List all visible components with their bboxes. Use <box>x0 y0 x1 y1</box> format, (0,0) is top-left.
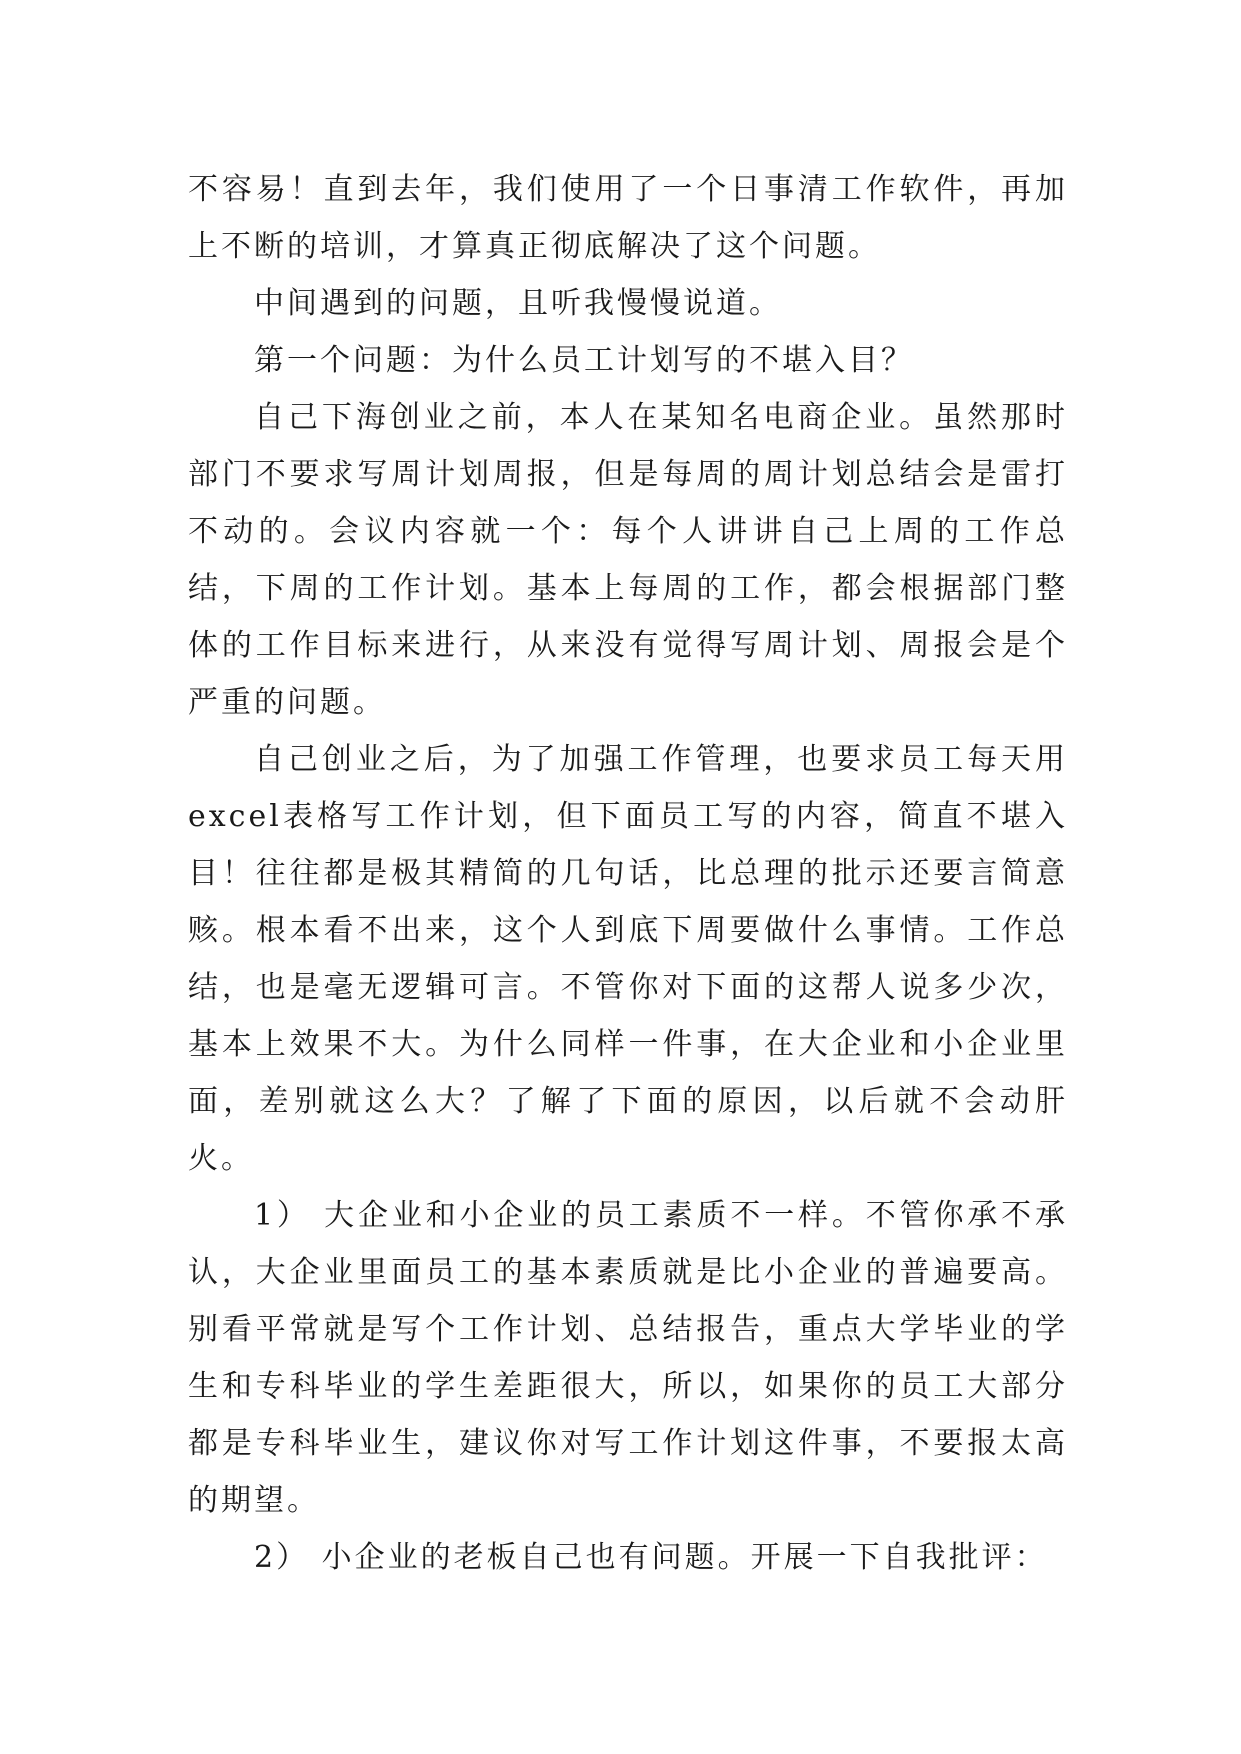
paragraph-background: 自己下海创业之前，本人在某知名电商企业。虽然那时部门不要求写周计划周报，但是每周的周计划总结会是雷打不动的。会议内容就一个：每个人讲讲自己上周的工作总结，下周的工作计划。基本上每周的工作，都会根据部门整体的工作目标来进行，从来没有觉得写周计划、周报会是个严重的问题。 <box>188 400 1068 720</box>
paragraph-reason-1: 1） 大企业和小企业的员工素质不一样。不管你承不承认，大企业里面员工的基本素质就是比小企业的普遍要高。别看平常就是写个工作计划、总结报告，重点大学毕业的学生和专科毕业的学生差距很大，所以，如果你的员工大部分都是专科毕业生，建议你对写工作计划这件事，不要报太高的期望。 <box>188 1198 1068 1518</box>
paragraph-problem: 自己创业之后，为了加强工作管理，也要求员工每天用excel表格写工作计划，但下面员工写的内容，简直不堪入目！往往都是极其精简的几句话，比总理的批示还要言简意赅。根本看不出来，这个人到底下周要做什么事情。工作总结，也是毫无逻辑可言。不管你对下面的这帮人说多少次，基本上效果不大。为什么同样一件事，在大企业和小企业里面，差别就这么大？了解了下面的原因，以后就不会动肝火。 <box>188 742 1068 1176</box>
paragraph-continuation: 不容易！直到去年，我们使用了一个日事清工作软件，再加上不断的培训，才算真正彻底解决了这个问题。 <box>188 172 1068 264</box>
document-body <box>188 161 1068 1586</box>
paragraph-reason-2: 2） 小企业的老板自己也有问题。开展一下自我批评： <box>254 1540 1048 1575</box>
paragraph-intro: 中间遇到的问题，且听我慢慢说道。 <box>254 286 782 321</box>
paragraph-question-heading: 第一个问题：为什么员工计划写的不堪入目？ <box>254 343 914 378</box>
